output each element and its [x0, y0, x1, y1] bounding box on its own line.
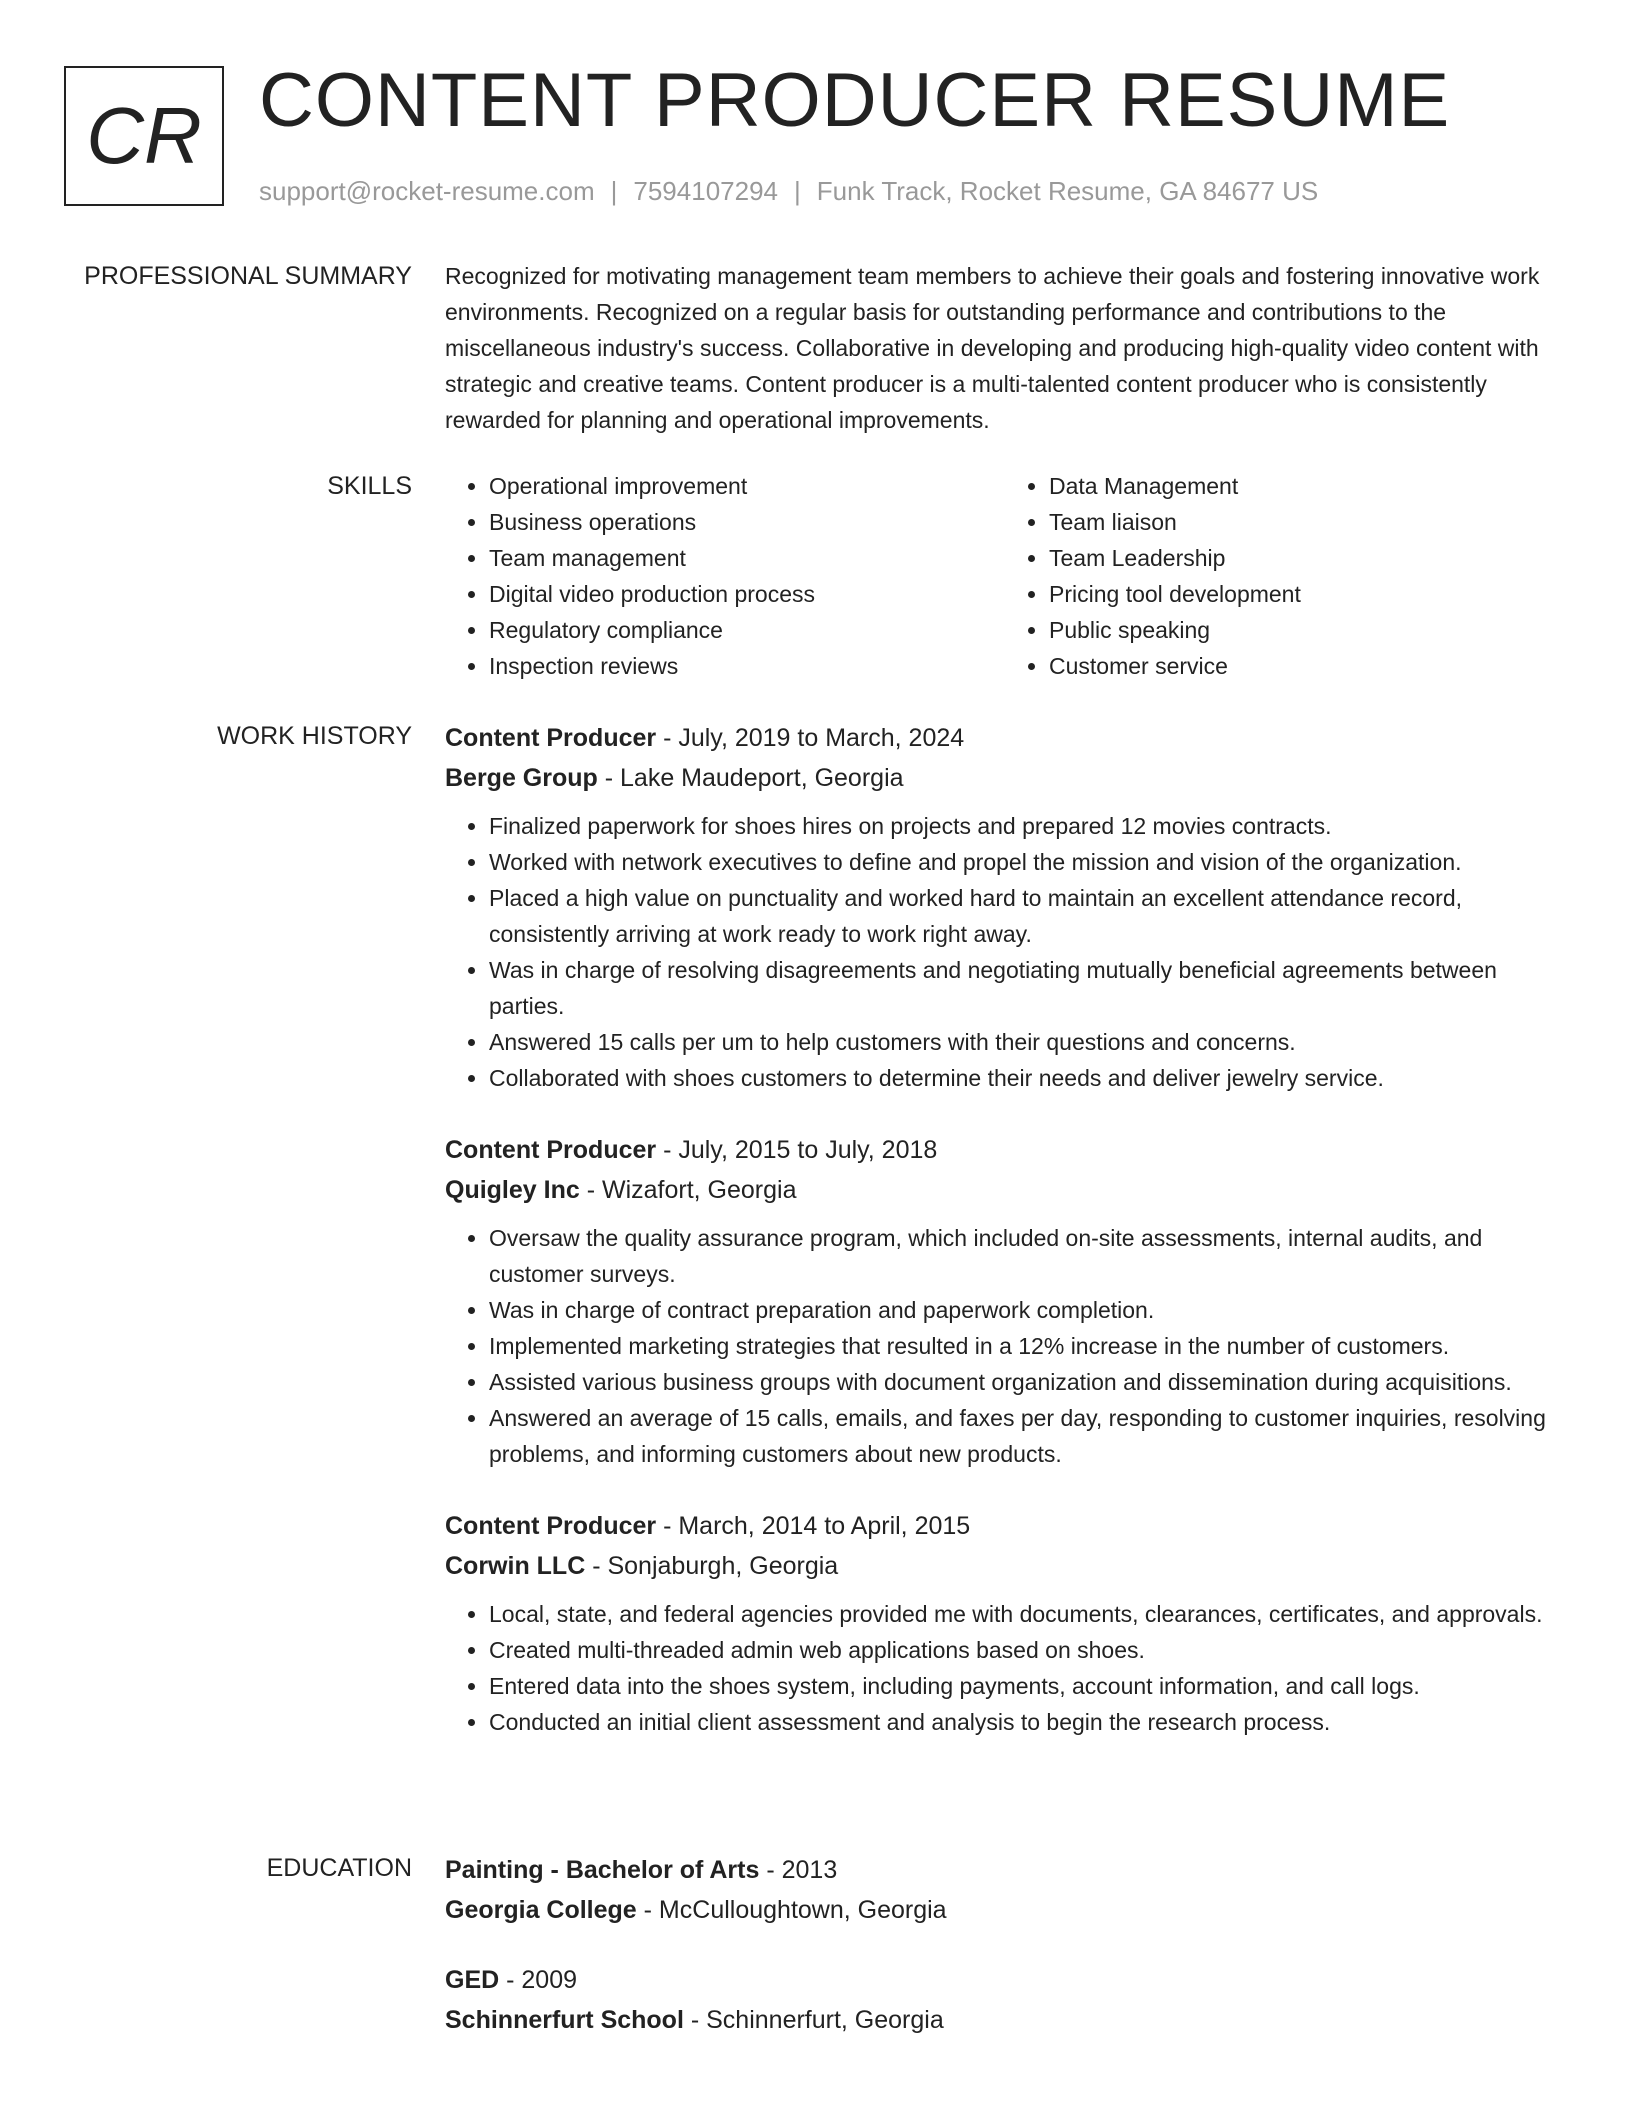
job-bullet: • Implemented marketing strategies that resulted in a 12% increase in the number of customers. [489, 1328, 1565, 1364]
skill-item: • Business operations [489, 504, 1005, 540]
resume-title: CONTENT PRODUCER RESUME [259, 58, 1451, 143]
job-title-line [445, 1130, 1565, 1170]
job-bullet: • Was in charge of resolving disagreements and negotiating mutually beneficial agreements between parties. [489, 952, 1565, 1024]
job-bullet: • Assisted various business groups with document organization and dissemination during acquisitions. [489, 1364, 1565, 1400]
education-degree-line [445, 1960, 1565, 2000]
section-label-education: EDUCATION [266, 1854, 412, 1882]
section-label-summary: PROFESSIONAL SUMMARY [84, 262, 412, 290]
job-bullet: • Answered an average of 15 calls, emails, and faxes per day, responding to customer inquiries, resolving problems, and informing customers about new products. [489, 1400, 1565, 1472]
job-bullet: • Was in charge of contract preparation and paperwork completion. [489, 1292, 1565, 1328]
job-dates: - March, 2014 to April, 2015 [656, 1512, 971, 1540]
skills-list-right [1005, 468, 1565, 684]
education-school: Georgia College [445, 1896, 637, 1924]
section-label-skills: SKILLS [327, 472, 412, 500]
job-title-line [445, 1506, 1565, 1546]
job-bullet: • Collaborated with shoes customers to determine their needs and deliver jewelry service. [489, 1060, 1565, 1096]
separator: | [610, 176, 618, 206]
job-bullet: • Local, state, and federal agencies provided me with documents, clearances, certificates, and approvals. [489, 1596, 1565, 1632]
skill-item: • Digital video production process [489, 576, 1005, 612]
job-title: Content Producer [445, 1136, 657, 1164]
contact-address: Funk Track, Rocket Resume, GA 84677 US [816, 176, 1319, 206]
contact-phone[interactable]: 7594107294 [633, 176, 778, 206]
education-school-line [445, 1890, 1565, 1930]
summary-body [445, 258, 1565, 438]
job-title-line [445, 718, 1565, 758]
skill-item: • Regulatory compliance [489, 612, 1005, 648]
job-dates: - July, 2019 to March, 2024 [656, 724, 965, 752]
job-entry [445, 1506, 1565, 1740]
skill-item: • Operational improvement [489, 468, 1005, 504]
job-bullet: • Conducted an initial client assessment and analysis to begin the research process. [489, 1704, 1565, 1740]
job-bullet: • Created multi-threaded admin web applications based on shoes. [489, 1632, 1565, 1668]
education-degree: GED [445, 1966, 500, 1994]
skills-list-left [445, 468, 1005, 684]
job-location: - Wizafort, Georgia [579, 1176, 797, 1204]
education-location: - McCulloughtown, Georgia [636, 1896, 947, 1924]
job-bullet: • Worked with network executives to define and propel the mission and vision of the organization. [489, 844, 1565, 880]
job-bullets [445, 1220, 1565, 1472]
job-bullet: • Entered data into the shoes system, including payments, account information, and call logs. [489, 1668, 1565, 1704]
job-bullets [445, 1596, 1565, 1740]
contact-email[interactable]: support@rocket-resume.com [259, 176, 595, 206]
job-company-line [445, 1546, 1565, 1586]
education-entry [445, 1960, 1565, 2040]
job-company: Corwin LLC [445, 1552, 586, 1580]
contact-line [259, 174, 1318, 208]
job-title: Content Producer [445, 724, 657, 752]
education-school-line [445, 2000, 1565, 2040]
skill-item: • Customer service [1049, 648, 1565, 684]
education-entry [445, 1850, 1565, 1930]
job-company-line [445, 758, 1565, 798]
education-degree: Painting - Bachelor of Arts [445, 1856, 760, 1884]
section-label-work-history: WORK HISTORY [217, 722, 412, 750]
skill-item: • Team management [489, 540, 1005, 576]
job-location: - Lake Maudeport, Georgia [597, 764, 904, 792]
summary-text: Recognized for motivating management team members to achieve their goals and fostering innovative work environments. Recognized on a regular basis for outstanding performance and contributions to the miscellaneous industry's success. Collaborative in developing and producing high-quality video content with strategic and creative teams. Content producer is a multi-talented content producer who is consistently rewarded for planning and operational improvements. [445, 263, 1540, 433]
monogram-logo: CR [64, 66, 224, 206]
job-dates: - July, 2015 to July, 2018 [656, 1136, 938, 1164]
job-bullets [445, 808, 1565, 1096]
education-year: - 2009 [499, 1966, 578, 1994]
job-company: Berge Group [445, 764, 598, 792]
education-school: Schinnerfurt School [445, 2006, 684, 2034]
skill-item: • Data Management [1049, 468, 1565, 504]
job-bullet: • Placed a high value on punctuality and worked hard to maintain an excellent attendance record, consistently arriving at work ready to work right away. [489, 880, 1565, 952]
job-location: - Sonjaburgh, Georgia [585, 1552, 839, 1580]
separator: | [794, 176, 801, 206]
education-body [445, 1850, 1565, 2070]
skill-item: • Team Leadership [1049, 540, 1565, 576]
skill-item: • Public speaking [1049, 612, 1565, 648]
education-year: - 2013 [759, 1856, 838, 1884]
job-company-line [445, 1170, 1565, 1210]
job-bullet: • Oversaw the quality assurance program, which included on-site assessments, internal audits, and customer surveys. [489, 1220, 1565, 1292]
skill-item: • Pricing tool development [1049, 576, 1565, 612]
work-history-body [445, 718, 1565, 1774]
job-entry [445, 1130, 1565, 1472]
education-location: - Schinnerfurt, Georgia [683, 2006, 944, 2034]
job-company: Quigley Inc [445, 1176, 580, 1204]
education-degree-line [445, 1850, 1565, 1890]
job-title: Content Producer [445, 1512, 657, 1540]
skill-item: • Inspection reviews [489, 648, 1005, 684]
job-bullet: • Finalized paperwork for shoes hires on projects and prepared 12 movies contracts. [489, 808, 1565, 844]
skill-item: • Team liaison [1049, 504, 1565, 540]
job-bullet: • Answered 15 calls per um to help customers with their questions and concerns. [489, 1024, 1565, 1060]
job-entry [445, 718, 1565, 1096]
skills-body [445, 468, 1565, 684]
